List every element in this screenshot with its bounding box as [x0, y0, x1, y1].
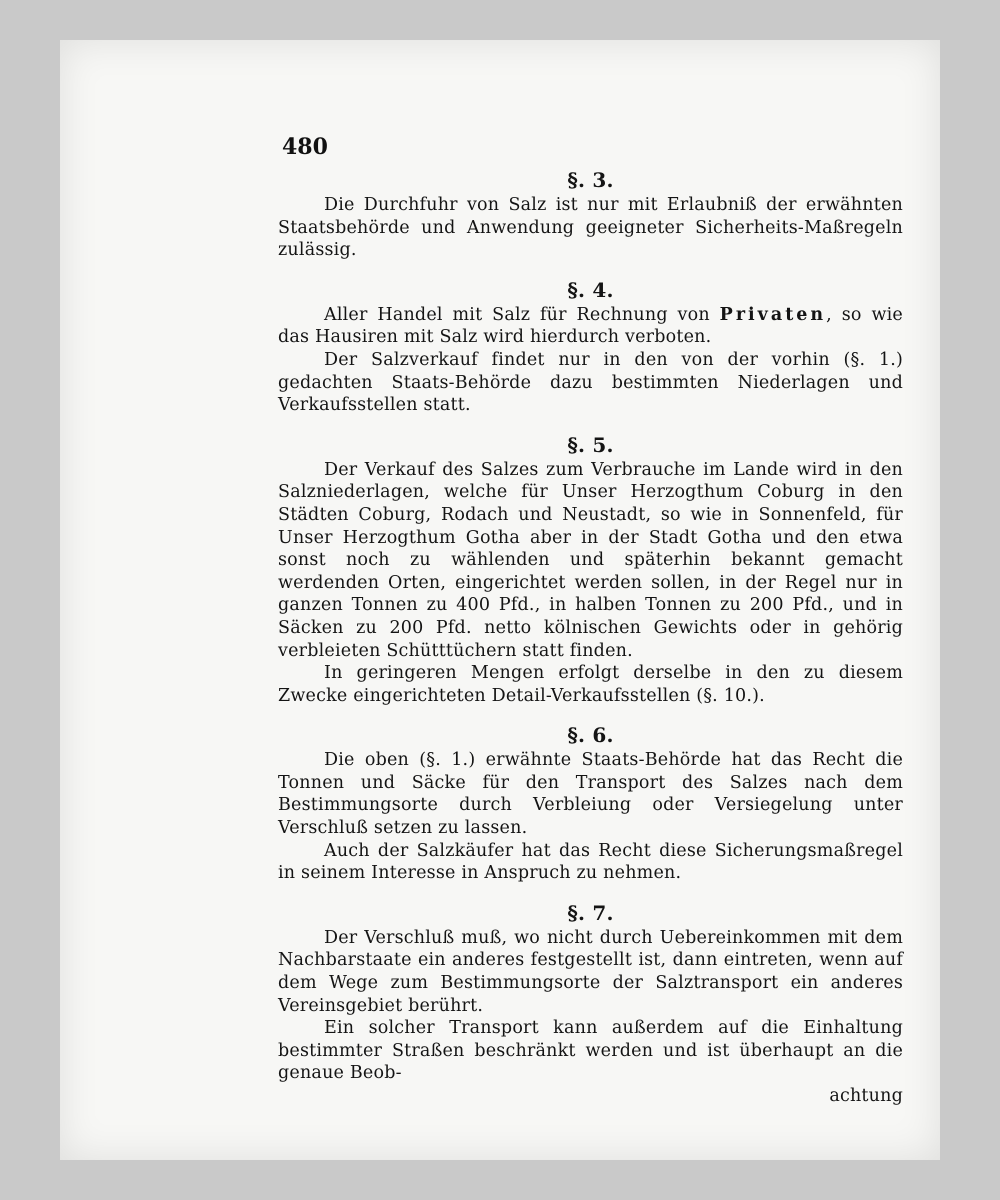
paragraph: Der Verkauf des Salzes zum Verbrauche im Lande wird in den Salzniederlagen, welche für Unser Herzogthum Coburg in den Städten Coburg, Rodach und Neustadt, so wie in Sonnenfeld, für Unser Herzogthum Gotha aber in der Stadt Gotha und den etwa sonst noch zu wählenden und späterhin bekannt gemacht werdenden Orten, eingerichtet werden sollen, in der Regel nur in ganzen Tonnen zu 400 Pfd., in halben Tonnen zu 200 Pfd., und in Säcken zu 200 Pfd. netto kölnischen Gewichts oder in gehörig verbleieten Schütttüchern statt finden.	[278, 459, 903, 661]
book-page	[60, 40, 940, 1160]
paragraph: Die Durchfuhr von Salz ist nur mit Erlaubniß der erwähnten Staatsbehörde und Anwendung geeigneter Sicherheits-Maßregeln zulässig.	[278, 195, 903, 261]
paragraph: In geringeren Mengen erfolgt derselbe in den zu diesem Zwecke eingerichteten Detail-Verkaufsstellen (§. 10.).	[278, 663, 903, 706]
section-heading-6: §. 6.	[567, 723, 614, 748]
paragraph: Ein solcher Transport kann außerdem auf die Einhaltung bestimmter Straßen beschränkt werden und ist überhaupt an die genaue Beob-	[278, 1018, 903, 1084]
section-heading-5: §. 5.	[567, 432, 614, 457]
emphasized-word: Privaten	[719, 304, 827, 325]
section-heading-7: §. 7.	[567, 900, 614, 925]
section-heading-4: §. 4.	[567, 277, 614, 302]
paragraph: Der Verschluß muß, wo nicht durch Uebereinkommen mit dem Nachbarstaate ein anderes festgestellt ist, dann eintreten, wenn auf dem Wege zum Bestimmungsorte der Salztransport ein anderes Vereinsgebiet berührt.	[278, 927, 903, 1016]
paragraph: Auch der Salzkäufer hat das Recht diese Sicherungsmaßregel in seinem Interesse in Anspruch zu nehmen.	[278, 840, 903, 884]
paragraph: Aller Handel mit Salz für Rechnung von Privaten, so wie das Hausiren mit Salz wird hierdurch verboten.	[278, 304, 903, 348]
page-body	[278, 128, 903, 1108]
section-heading-3: §. 3.	[567, 168, 614, 192]
catchword: achtung	[829, 1086, 903, 1106]
paragraph: Die oben (§. 1.) erwähnte Staats-Behörde hat das Recht die Tonnen und Säcke für den Transport des Salzes nach dem Bestimmungsorte durch Verbleiung oder Versiegelung unter Verschluß setzen zu lassen.	[278, 750, 903, 839]
page-number: 480	[282, 134, 328, 160]
paragraph: Der Salzverkauf findet nur in den von der vorhin (§. 1.) gedachten Staats-Behörde dazu bestimmten Niederlagen und Verkaufsstellen statt.	[278, 349, 903, 416]
